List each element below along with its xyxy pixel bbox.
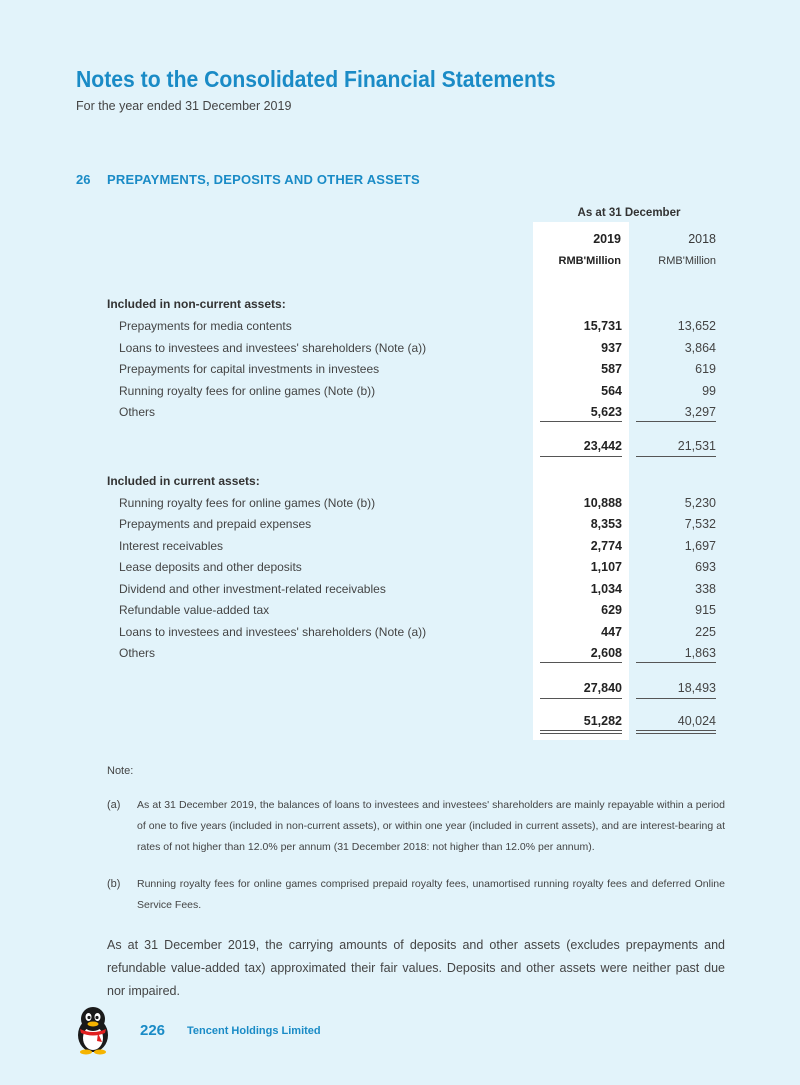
section-title: PREPAYMENTS, DEPOSITS AND OTHER ASSETS	[107, 172, 420, 187]
row-label: Loans to investees and investees' shareholders (Note (a))	[119, 341, 427, 355]
double-rule-line	[540, 730, 622, 731]
rule-line	[636, 698, 716, 699]
value-2018: 5,230	[684, 496, 716, 510]
value-2018: 1,863	[684, 646, 716, 660]
column-unit-2019: RMB'Million	[558, 255, 621, 267]
penguin-logo-icon	[72, 1005, 114, 1055]
value-2019: 937	[601, 341, 622, 355]
row-label: Prepayments for media contents	[119, 319, 292, 333]
rule-line	[540, 662, 622, 663]
subtotal-2018: 18,493	[677, 681, 716, 695]
value-2018: 693	[695, 560, 716, 574]
page-title: Notes to the Consolidated Financial Statements	[76, 66, 556, 92]
row-label: Others	[119, 646, 156, 660]
column-header-2019: 2019	[593, 232, 621, 246]
subtotal-2019: 23,442	[583, 439, 622, 453]
group-label-non-current: Included in non-current assets:	[107, 297, 286, 311]
row-label: Prepayments and prepaid expenses	[119, 517, 312, 531]
row-label: Lease deposits and other deposits	[119, 560, 302, 574]
column-unit-2018: RMB'Million	[658, 255, 716, 267]
total-2018: 40,024	[677, 714, 716, 728]
rule-line	[636, 456, 716, 457]
value-2019: 5,623	[590, 405, 622, 419]
row-label: Others	[119, 405, 156, 419]
row-label: Prepayments for capital investments in investees	[119, 362, 380, 376]
page-subtitle: For the year ended 31 December 2019	[76, 99, 292, 113]
page-number: 226	[140, 1022, 166, 1039]
note-b-text: Running royalty fees for online games comprised prepaid royalty fees, unamortised running royalty fees and deferred Online Service Fees.	[137, 878, 725, 911]
section-number: 26	[76, 172, 91, 187]
value-2018: 338	[695, 582, 716, 596]
rule-line	[540, 456, 622, 457]
rule-line	[636, 421, 716, 422]
value-2018: 225	[695, 625, 716, 639]
value-2018: 3,864	[684, 341, 716, 355]
value-2019: 2,608	[590, 646, 622, 660]
value-2018: 1,697	[684, 539, 716, 553]
fair-value-paragraph: As at 31 December 2019, the carrying amounts of deposits and other assets (excludes prepayments and refundable value-added tax) approximated their fair values. Deposits and other assets were neither past due nor impaired.	[107, 938, 725, 998]
double-rule-line	[540, 733, 622, 734]
column-header-2018: 2018	[688, 232, 716, 246]
double-rule-line	[636, 733, 716, 734]
row-label: Interest receivables	[119, 539, 224, 553]
note-a-text: As at 31 December 2019, the balances of loans to investees and investees' shareholders are mainly repayable within a period of one to five years (included in non-current assets), or within one year (included in current assets), and are interest-bearing at rates of not higher than 12.0% per annum (31 December 2018: not higher than 12.0% per annum).	[137, 799, 725, 853]
value-2018: 7,532	[684, 517, 716, 531]
value-2019: 2,774	[590, 539, 622, 553]
value-2019: 629	[601, 603, 622, 617]
value-2018: 13,652	[677, 319, 716, 333]
value-2019: 587	[601, 362, 622, 376]
value-2019: 447	[601, 625, 622, 639]
value-2019: 8,353	[590, 517, 622, 531]
value-2019: 15,731	[583, 319, 622, 333]
total-2019: 51,282	[583, 714, 622, 728]
value-2018: 3,297	[684, 405, 716, 419]
value-2019: 564	[601, 384, 622, 398]
rule-line	[540, 421, 622, 422]
note-a-mark: (a)	[107, 799, 121, 811]
row-label: Dividend and other investment-related receivables	[119, 582, 386, 596]
subtotal-2018: 21,531	[677, 439, 716, 453]
note-b-mark: (b)	[107, 878, 121, 890]
subtotal-2019: 27,840	[583, 681, 622, 695]
value-2018: 915	[695, 603, 716, 617]
note-heading: Note:	[107, 765, 134, 777]
rule-line	[636, 662, 716, 663]
value-2019: 1,034	[590, 582, 622, 596]
rule-line	[540, 698, 622, 699]
as-at-header: As at 31 December	[577, 207, 681, 219]
group-label-current: Included in current assets:	[107, 474, 260, 488]
value-2018: 619	[695, 362, 716, 376]
row-label: Refundable value-added tax	[119, 603, 270, 617]
company-name: Tencent Holdings Limited	[187, 1025, 321, 1037]
value-2019: 10,888	[583, 496, 622, 510]
row-label: Loans to investees and investees' shareholders (Note (a))	[119, 625, 427, 639]
value-2018: 99	[702, 384, 716, 398]
double-rule-line	[636, 730, 716, 731]
row-label: Running royalty fees for online games (Note (b))	[119, 384, 376, 398]
value-2019: 1,107	[590, 560, 622, 574]
row-label: Running royalty fees for online games (Note (b))	[119, 496, 376, 510]
